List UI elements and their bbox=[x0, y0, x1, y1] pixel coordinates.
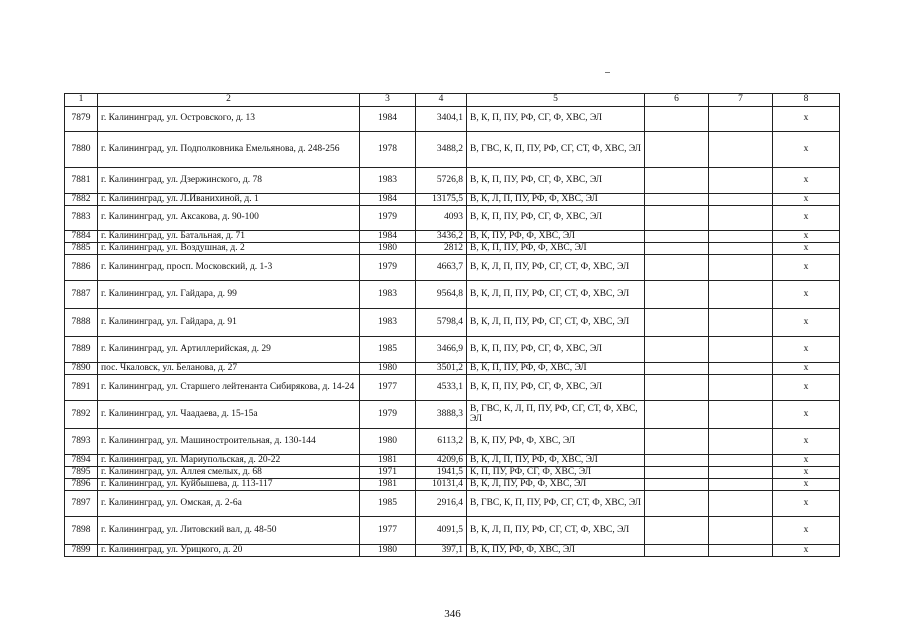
row-number: 7895 bbox=[65, 467, 98, 479]
row-year: 1984 bbox=[360, 194, 416, 206]
row-col8: х bbox=[773, 375, 840, 401]
row-number: 7899 bbox=[65, 545, 98, 557]
table-row bbox=[65, 401, 840, 429]
row-col7 bbox=[709, 479, 773, 491]
row-year: 1978 bbox=[360, 132, 416, 168]
row-year: 1971 bbox=[360, 467, 416, 479]
row-systems: В, К, Л, П, ПУ, РФ, СГ, СТ, Ф, ХВС, ЭЛ bbox=[467, 281, 645, 309]
row-col6 bbox=[645, 231, 709, 243]
row-col6 bbox=[645, 401, 709, 429]
row-address: г. Калининград, ул. Аксакова, д. 90-100 bbox=[98, 206, 360, 231]
row-col7 bbox=[709, 107, 773, 132]
table-row bbox=[65, 206, 840, 231]
table-row bbox=[65, 467, 840, 479]
row-area: 1941,5 bbox=[416, 467, 467, 479]
row-year: 1984 bbox=[360, 107, 416, 132]
row-col8: х bbox=[773, 231, 840, 243]
table-row bbox=[65, 363, 840, 375]
row-year: 1979 bbox=[360, 206, 416, 231]
table-row bbox=[65, 337, 840, 363]
column-header: 5 bbox=[467, 94, 645, 107]
row-systems: К, П, ПУ, РФ, СГ, Ф, ХВС, ЭЛ bbox=[467, 467, 645, 479]
row-address: г. Калининград, ул. Воздушная, д. 2 bbox=[98, 243, 360, 255]
row-year: 1981 bbox=[360, 479, 416, 491]
row-col8: х bbox=[773, 107, 840, 132]
row-number: 7894 bbox=[65, 455, 98, 467]
row-address: г. Калининград, ул. Урицкого, д. 20 bbox=[98, 545, 360, 557]
row-year: 1980 bbox=[360, 243, 416, 255]
row-address: г. Калининград, просп. Московский, д. 1-3 bbox=[98, 255, 360, 281]
row-col6 bbox=[645, 429, 709, 455]
table-row bbox=[65, 429, 840, 455]
row-address: г. Калининград, ул. Артиллерийская, д. 29 bbox=[98, 337, 360, 363]
row-year: 1983 bbox=[360, 281, 416, 309]
row-address: г. Калининград, ул. Подполковника Емельянова, д. 248-256 bbox=[98, 132, 360, 168]
row-area: 4533,1 bbox=[416, 375, 467, 401]
row-area: 3466,9 bbox=[416, 337, 467, 363]
row-systems: В, К, П, ПУ, РФ, СГ, Ф, ХВС, ЭЛ bbox=[467, 168, 645, 194]
row-number: 7893 bbox=[65, 429, 98, 455]
row-col8: х bbox=[773, 168, 840, 194]
row-col6 bbox=[645, 545, 709, 557]
row-address: г. Калининград, ул. Машиностроительная, д. 130-144 bbox=[98, 429, 360, 455]
row-col6 bbox=[645, 281, 709, 309]
row-year: 1981 bbox=[360, 455, 416, 467]
row-col8: х bbox=[773, 281, 840, 309]
row-address: г. Калининград, ул. Омская, д. 2-6а bbox=[98, 491, 360, 517]
row-systems: В, К, Л, П, ПУ, РФ, Ф, ХВС, ЭЛ bbox=[467, 455, 645, 467]
column-header: 6 bbox=[645, 94, 709, 107]
row-year: 1977 bbox=[360, 375, 416, 401]
row-area: 6113,2 bbox=[416, 429, 467, 455]
row-col6 bbox=[645, 479, 709, 491]
row-col6 bbox=[645, 491, 709, 517]
row-col7 bbox=[709, 132, 773, 168]
row-number: 7896 bbox=[65, 479, 98, 491]
row-number: 7879 bbox=[65, 107, 98, 132]
column-header: 4 bbox=[416, 94, 467, 107]
table-row bbox=[65, 479, 840, 491]
row-address: г. Калининград, ул. Чаадаева, д. 15-15а bbox=[98, 401, 360, 429]
row-number: 7887 bbox=[65, 281, 98, 309]
housing-register-table bbox=[64, 93, 840, 557]
row-col8: х bbox=[773, 455, 840, 467]
row-col7 bbox=[709, 309, 773, 337]
row-year: 1980 bbox=[360, 429, 416, 455]
row-col7 bbox=[709, 243, 773, 255]
table-row bbox=[65, 517, 840, 545]
table-row bbox=[65, 375, 840, 401]
row-col7 bbox=[709, 491, 773, 517]
row-address: г. Калининград, ул. Мариупольская, д. 20-22 bbox=[98, 455, 360, 467]
row-address: г. Калининград, ул. Литовский вал, д. 48-50 bbox=[98, 517, 360, 545]
row-col6 bbox=[645, 375, 709, 401]
table-row bbox=[65, 545, 840, 557]
row-area: 4093 bbox=[416, 206, 467, 231]
row-col6 bbox=[645, 194, 709, 206]
row-number: 7885 bbox=[65, 243, 98, 255]
column-header: 2 bbox=[98, 94, 360, 107]
row-year: 1984 bbox=[360, 231, 416, 243]
row-year: 1977 bbox=[360, 517, 416, 545]
row-address: г. Калининград, ул. Дзержинского, д. 78 bbox=[98, 168, 360, 194]
row-col6 bbox=[645, 517, 709, 545]
table-row bbox=[65, 243, 840, 255]
row-number: 7898 bbox=[65, 517, 98, 545]
row-col6 bbox=[645, 467, 709, 479]
row-col8: х bbox=[773, 132, 840, 168]
table-row bbox=[65, 168, 840, 194]
row-systems: В, К, ПУ, РФ, Ф, ХВС, ЭЛ bbox=[467, 231, 645, 243]
row-col7 bbox=[709, 455, 773, 467]
row-systems: В, ГВС, К, Л, П, ПУ, РФ, СГ, СТ, Ф, ХВС, ЭЛ bbox=[467, 401, 645, 429]
row-area: 9564,8 bbox=[416, 281, 467, 309]
row-col7 bbox=[709, 429, 773, 455]
column-header: 3 bbox=[360, 94, 416, 107]
row-address: г. Калининград, ул. Гайдара, д. 91 bbox=[98, 309, 360, 337]
row-col6 bbox=[645, 132, 709, 168]
row-systems: В, К, П, ПУ, РФ, Ф, ХВС, ЭЛ bbox=[467, 243, 645, 255]
row-year: 1979 bbox=[360, 401, 416, 429]
row-systems: В, ГВС, К, П, ПУ, РФ, СГ, СТ, Ф, ХВС, ЭЛ bbox=[467, 132, 645, 168]
column-header: 8 bbox=[773, 94, 840, 107]
row-col7 bbox=[709, 281, 773, 309]
row-col8: х bbox=[773, 206, 840, 231]
row-area: 3888,3 bbox=[416, 401, 467, 429]
row-col8: х bbox=[773, 467, 840, 479]
row-col7 bbox=[709, 545, 773, 557]
row-col6 bbox=[645, 363, 709, 375]
row-address: г. Калининград, ул. Аллея смелых, д. 68 bbox=[98, 467, 360, 479]
row-col6 bbox=[645, 337, 709, 363]
row-year: 1983 bbox=[360, 309, 416, 337]
row-address: г. Калининград, ул. Батальная, д. 71 bbox=[98, 231, 360, 243]
row-col8: х bbox=[773, 337, 840, 363]
row-year: 1979 bbox=[360, 255, 416, 281]
row-col7 bbox=[709, 337, 773, 363]
row-area: 4663,7 bbox=[416, 255, 467, 281]
column-header: 7 bbox=[709, 94, 773, 107]
row-number: 7892 bbox=[65, 401, 98, 429]
row-col6 bbox=[645, 206, 709, 231]
row-col6 bbox=[645, 255, 709, 281]
column-number-row bbox=[65, 94, 840, 107]
row-year: 1980 bbox=[360, 363, 416, 375]
row-col7 bbox=[709, 194, 773, 206]
row-area: 3436,2 bbox=[416, 231, 467, 243]
row-systems: В, К, Л, ПУ, РФ, Ф, ХВС, ЭЛ bbox=[467, 479, 645, 491]
row-number: 7884 bbox=[65, 231, 98, 243]
row-col8: х bbox=[773, 545, 840, 557]
row-systems: В, К, Л, П, ПУ, РФ, СГ, СТ, Ф, ХВС, ЭЛ bbox=[467, 255, 645, 281]
row-number: 7888 bbox=[65, 309, 98, 337]
row-area: 2916,4 bbox=[416, 491, 467, 517]
row-col8: х bbox=[773, 429, 840, 455]
row-col6 bbox=[645, 107, 709, 132]
row-number: 7889 bbox=[65, 337, 98, 363]
row-col6 bbox=[645, 309, 709, 337]
row-number: 7890 bbox=[65, 363, 98, 375]
row-col8: х bbox=[773, 243, 840, 255]
row-col7 bbox=[709, 206, 773, 231]
row-col8: х bbox=[773, 517, 840, 545]
row-col8: х bbox=[773, 309, 840, 337]
row-address: г. Калининград, ул. Л.Иванихиной, д. 1 bbox=[98, 194, 360, 206]
row-systems: В, К, Л, П, ПУ, РФ, СГ, СТ, Ф, ХВС, ЭЛ bbox=[467, 309, 645, 337]
table-body bbox=[65, 107, 840, 557]
row-col8: х bbox=[773, 363, 840, 375]
row-col7 bbox=[709, 231, 773, 243]
row-year: 1980 bbox=[360, 545, 416, 557]
row-number: 7880 bbox=[65, 132, 98, 168]
row-col8: х bbox=[773, 194, 840, 206]
row-col8: х bbox=[773, 401, 840, 429]
row-col8: х bbox=[773, 255, 840, 281]
table-row bbox=[65, 132, 840, 168]
row-col7 bbox=[709, 375, 773, 401]
row-col7 bbox=[709, 401, 773, 429]
table-row bbox=[65, 281, 840, 309]
row-area: 13175,5 bbox=[416, 194, 467, 206]
row-col7 bbox=[709, 168, 773, 194]
row-address: г. Калининград, ул. Старшего лейтенанта Сибирякова, д. 14-24 bbox=[98, 375, 360, 401]
table-row bbox=[65, 194, 840, 206]
row-area: 3488,2 bbox=[416, 132, 467, 168]
row-systems: В, К, ПУ, РФ, Ф, ХВС, ЭЛ bbox=[467, 545, 645, 557]
row-number: 7881 bbox=[65, 168, 98, 194]
row-col7 bbox=[709, 363, 773, 375]
row-address: г. Калининград, ул. Островского, д. 13 bbox=[98, 107, 360, 132]
row-col8: х bbox=[773, 491, 840, 517]
table-row bbox=[65, 455, 840, 467]
row-col6 bbox=[645, 168, 709, 194]
row-number: 7883 bbox=[65, 206, 98, 231]
row-number: 7891 bbox=[65, 375, 98, 401]
row-systems: В, К, П, ПУ, РФ, Ф, ХВС, ЭЛ bbox=[467, 363, 645, 375]
row-year: 1985 bbox=[360, 491, 416, 517]
row-systems: В, ГВС, К, П, ПУ, РФ, СГ, СТ, Ф, ХВС, ЭЛ bbox=[467, 491, 645, 517]
row-col6 bbox=[645, 455, 709, 467]
row-area: 5726,8 bbox=[416, 168, 467, 194]
row-address: г. Калининград, ул. Куйбышева, д. 113-117 bbox=[98, 479, 360, 491]
row-address: пос. Чкаловск, ул. Беланова, д. 27 bbox=[98, 363, 360, 375]
row-col8: х bbox=[773, 479, 840, 491]
row-number: 7882 bbox=[65, 194, 98, 206]
table-row bbox=[65, 309, 840, 337]
row-col7 bbox=[709, 255, 773, 281]
row-area: 10131,4 bbox=[416, 479, 467, 491]
row-area: 3501,2 bbox=[416, 363, 467, 375]
page-number: 346 bbox=[444, 608, 461, 620]
table-row bbox=[65, 231, 840, 243]
table-row bbox=[65, 491, 840, 517]
table-row bbox=[65, 107, 840, 132]
row-year: 1983 bbox=[360, 168, 416, 194]
row-systems: В, К, П, ПУ, РФ, СГ, Ф, ХВС, ЭЛ bbox=[467, 107, 645, 132]
row-systems: В, К, ПУ, РФ, Ф, ХВС, ЭЛ bbox=[467, 429, 645, 455]
scan-speck bbox=[605, 72, 610, 73]
row-address: г. Калининград, ул. Гайдара, д. 99 bbox=[98, 281, 360, 309]
row-col7 bbox=[709, 517, 773, 545]
row-number: 7886 bbox=[65, 255, 98, 281]
row-systems: В, К, П, ПУ, РФ, СГ, Ф, ХВС, ЭЛ bbox=[467, 337, 645, 363]
row-col7 bbox=[709, 467, 773, 479]
row-area: 4091,5 bbox=[416, 517, 467, 545]
column-header: 1 bbox=[65, 94, 98, 107]
row-systems: В, К, П, ПУ, РФ, СГ, Ф, ХВС, ЭЛ bbox=[467, 206, 645, 231]
row-col6 bbox=[645, 243, 709, 255]
row-systems: В, К, Л, П, ПУ, РФ, СГ, СТ, Ф, ХВС, ЭЛ bbox=[467, 517, 645, 545]
table-row bbox=[65, 255, 840, 281]
row-systems: В, К, Л, П, ПУ, РФ, Ф, ХВС, ЭЛ bbox=[467, 194, 645, 206]
row-number: 7897 bbox=[65, 491, 98, 517]
row-area: 2812 bbox=[416, 243, 467, 255]
row-systems: В, К, П, ПУ, РФ, СГ, Ф, ХВС, ЭЛ bbox=[467, 375, 645, 401]
row-year: 1985 bbox=[360, 337, 416, 363]
row-area: 5798,4 bbox=[416, 309, 467, 337]
row-area: 397,1 bbox=[416, 545, 467, 557]
row-area: 4209,6 bbox=[416, 455, 467, 467]
row-area: 3404,1 bbox=[416, 107, 467, 132]
